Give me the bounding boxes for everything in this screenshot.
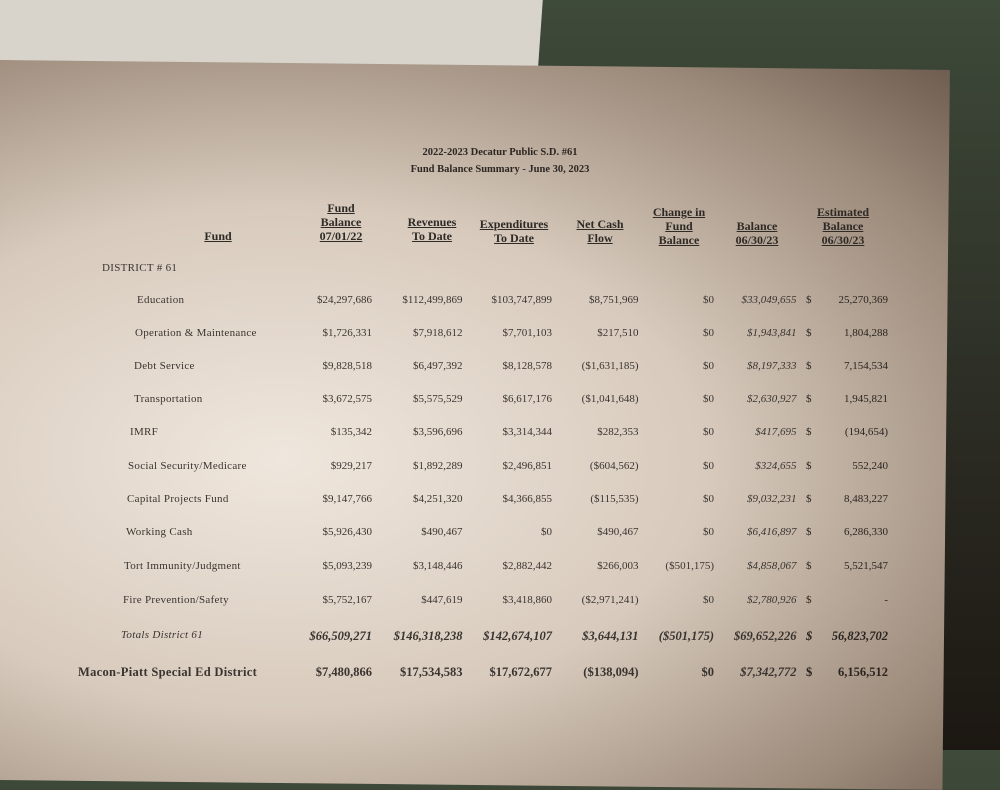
currency-symbol: $ — [806, 393, 812, 405]
cell-rev: $3,148,446 — [413, 560, 463, 572]
cell-bal: $5,093,239 — [322, 560, 372, 572]
fund-name: Fire Prevention/Safety — [123, 594, 229, 606]
cell-net: ($138,094) — [583, 665, 639, 679]
currency-symbol: $ — [806, 360, 812, 372]
cell-rev: $490,467 — [421, 526, 463, 538]
header-line: Fund — [204, 229, 232, 243]
cell-net: ($1,631,185) — [581, 360, 639, 372]
header-line: Revenues — [407, 215, 457, 229]
cell-bal: $24,297,686 — [317, 294, 372, 306]
cell-estimated: 6,286,330 — [844, 526, 888, 538]
column-header — [464, 217, 564, 245]
currency-symbol: $ — [806, 426, 812, 438]
cell-exp: $4,366,855 — [502, 493, 552, 505]
currency-symbol: $ — [806, 560, 812, 572]
cell-chg: $0 — [701, 665, 714, 679]
cell-exp: $0 — [541, 526, 552, 538]
cell-estimated: 1,945,821 — [844, 393, 888, 405]
cell-bal: $5,926,430 — [322, 526, 372, 538]
header-line: Net Cash — [576, 217, 624, 231]
cell-exp: $3,314,344 — [502, 426, 552, 438]
cell-exp: $2,496,851 — [502, 460, 552, 472]
cell-net: ($115,535) — [590, 493, 639, 505]
cell-exp: $2,882,442 — [502, 560, 552, 572]
cell-bal2: $1,943,841 — [747, 327, 797, 339]
cell-estimated: 56,823,702 — [831, 629, 888, 643]
cell-bal: $3,672,575 — [322, 393, 372, 405]
column-header — [793, 205, 893, 247]
cell-bal: $1,726,331 — [322, 327, 372, 339]
cell-chg: $0 — [703, 360, 714, 372]
cell-bal: $5,752,167 — [322, 594, 372, 606]
cell-estimated: 1,804,288 — [844, 327, 888, 339]
header-line: 06/30/23 — [821, 233, 865, 247]
column-header — [291, 201, 391, 243]
cell-estimated: 6,156,512 — [838, 665, 888, 679]
cell-estimated: 7,154,534 — [844, 360, 888, 372]
cell-rev: $6,497,392 — [413, 360, 463, 372]
fund-name: Totals District 61 — [121, 629, 204, 641]
currency-symbol: $ — [806, 294, 812, 306]
fund-name: Social Security/Medicare — [128, 460, 247, 472]
column-header — [168, 229, 268, 243]
cell-chg: $0 — [703, 327, 714, 339]
currency-symbol: $ — [806, 493, 812, 505]
cell-rev: $4,251,320 — [413, 493, 463, 505]
cell-bal2: $324,655 — [755, 460, 797, 472]
cell-rev: $112,499,869 — [402, 294, 463, 306]
fund-name: IMRF — [130, 426, 159, 438]
cell-bal: $929,217 — [330, 460, 372, 472]
cell-exp: $8,128,578 — [502, 360, 552, 372]
cell-exp: $6,617,176 — [502, 393, 552, 405]
cell-estimated: - — [884, 594, 888, 606]
cell-net: ($1,041,648) — [581, 393, 639, 405]
cell-rev: $146,318,238 — [393, 629, 463, 643]
fund-name: Debt Service — [134, 360, 195, 372]
cell-net: $8,751,969 — [589, 294, 639, 306]
fund-name: Education — [137, 294, 185, 306]
header-line: Balance — [736, 219, 778, 233]
cell-chg: $0 — [703, 594, 714, 606]
cell-chg: $0 — [703, 493, 714, 505]
cell-estimated: 5,521,547 — [844, 560, 888, 572]
cell-net: ($2,971,241) — [581, 594, 639, 606]
header-line: Flow — [587, 231, 613, 245]
column-header — [707, 219, 807, 247]
currency-symbol: $ — [806, 594, 812, 606]
cell-net: $490,467 — [597, 526, 639, 538]
cell-net: ($604,562) — [589, 460, 639, 472]
currency-symbol: $ — [806, 526, 812, 538]
cell-bal: $66,509,271 — [309, 629, 372, 643]
cell-bal2: $6,416,897 — [747, 526, 797, 538]
cell-exp: $7,701,103 — [502, 327, 552, 339]
cell-chg: $0 — [703, 393, 714, 405]
header-line: 07/01/22 — [319, 229, 363, 243]
cell-chg: ($501,175) — [665, 560, 714, 572]
cell-bal2: $4,858,067 — [747, 560, 797, 572]
cell-rev: $7,918,612 — [413, 327, 463, 339]
cell-bal: $135,342 — [330, 426, 372, 438]
header-line: To Date — [412, 229, 452, 243]
cell-chg: $0 — [703, 426, 714, 438]
fund-name: Capital Projects Fund — [127, 493, 229, 505]
cell-bal2: $2,630,927 — [747, 393, 797, 405]
cell-bal2: $69,652,226 — [734, 629, 797, 643]
fund-name: Macon-Piatt Special Ed District — [78, 665, 258, 679]
fund-name: Transportation — [134, 393, 203, 405]
cell-bal2: $33,049,655 — [741, 294, 797, 306]
cell-bal2: $7,342,772 — [740, 665, 797, 679]
header-line: Change in — [652, 205, 706, 219]
cell-chg: $0 — [703, 460, 714, 472]
cell-chg: ($501,175) — [658, 629, 714, 643]
currency-symbol: $ — [806, 327, 812, 339]
cell-estimated: 25,270,369 — [838, 294, 888, 306]
cell-bal: $7,480,866 — [315, 665, 372, 679]
section-label: DISTRICT # 61 — [102, 262, 178, 274]
cell-bal: $9,828,518 — [322, 360, 372, 372]
cell-rev: $3,596,696 — [413, 426, 463, 438]
cell-exp: $17,672,677 — [489, 665, 552, 679]
header-line: Balance — [822, 219, 864, 233]
header-line: Fund — [665, 219, 693, 233]
cell-rev: $17,534,583 — [400, 665, 463, 679]
header-line: Estimated — [817, 205, 869, 219]
currency-symbol: $ — [806, 629, 813, 643]
cell-estimated: (194,654) — [844, 426, 888, 438]
header-line: To Date — [494, 231, 534, 245]
cell-rev: $447,619 — [421, 594, 463, 606]
currency-symbol: $ — [806, 665, 813, 679]
currency-symbol: $ — [806, 460, 812, 472]
cell-chg: $0 — [703, 526, 714, 538]
cell-bal2: $8,197,333 — [747, 360, 797, 372]
cell-chg: $0 — [703, 294, 714, 306]
cell-bal: $9,147,766 — [322, 493, 372, 505]
cell-estimated: 552,240 — [852, 460, 888, 472]
cell-bal2: $417,695 — [755, 426, 797, 438]
cell-estimated: 8,483,227 — [844, 493, 888, 505]
cell-net: $282,353 — [597, 426, 639, 438]
cell-rev: $5,575,529 — [413, 393, 463, 405]
cell-rev: $1,892,289 — [413, 460, 463, 472]
header-line: Expenditures — [479, 217, 549, 231]
cell-exp: $103,747,899 — [491, 294, 552, 306]
report-subtitle: Fund Balance Summary - June 30, 2023 — [410, 164, 590, 175]
header-line: Balance — [320, 215, 362, 229]
cell-net: $266,003 — [597, 560, 639, 572]
cell-exp: $142,674,107 — [483, 629, 552, 643]
header-line: Balance — [658, 233, 700, 247]
fund-name: Working Cash — [126, 526, 193, 538]
cell-net: $217,510 — [597, 327, 639, 339]
cell-bal2: $2,780,926 — [747, 594, 797, 606]
fund-name: Tort Immunity/Judgment — [124, 560, 241, 572]
cell-exp: $3,418,860 — [502, 594, 552, 606]
header-line: 06/30/23 — [735, 233, 779, 247]
fund-name: Operation & Maintenance — [135, 327, 257, 339]
cell-bal2: $9,032,231 — [747, 493, 797, 505]
cell-net: $3,644,131 — [582, 629, 639, 643]
report-title: 2022-2023 Decatur Public S.D. #61 — [422, 147, 578, 158]
header-line: Fund — [327, 201, 355, 215]
